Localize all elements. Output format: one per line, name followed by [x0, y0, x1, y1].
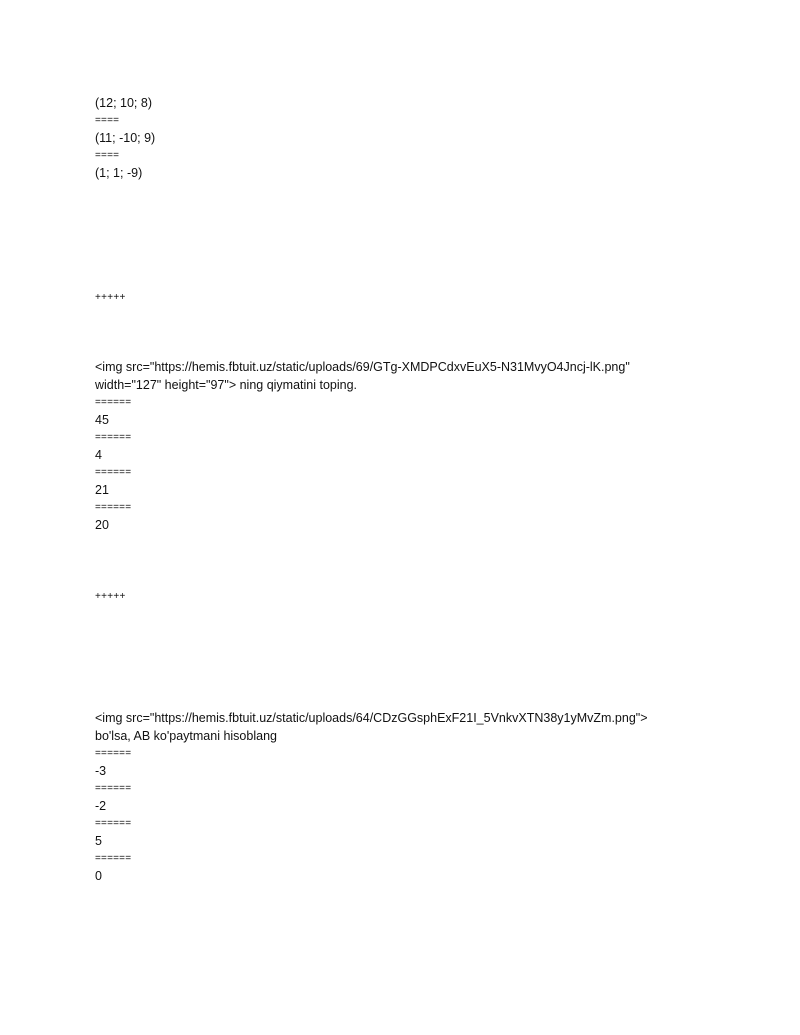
q3-answer-3: 5 [95, 834, 102, 848]
q3-separator-4: ====== [95, 853, 132, 864]
q2-separator-3: ====== [95, 467, 132, 478]
q2-prompt-line-2: width="127" height="97"> ning qiymatini toping. [95, 378, 358, 392]
q1-separator-1: ==== [95, 115, 120, 126]
q1-separator-2: ==== [95, 150, 120, 161]
question-divider-1: +++++ [95, 292, 126, 303]
q3-separator-2: ====== [95, 783, 132, 794]
q3-prompt-line-2: bo'lsa, AB ko'paytmani hisoblang [95, 729, 277, 743]
q2-answer-4: 20 [95, 518, 109, 532]
q1-answer-1: (12; 10; 8) [95, 96, 152, 110]
q3-answer-1: -3 [95, 764, 107, 778]
q2-answer-1: 45 [95, 413, 109, 427]
q1-answer-2: (11; -10; 9) [95, 131, 156, 145]
q2-answer-2: 4 [95, 448, 102, 462]
q3-answer-2: -2 [95, 799, 107, 813]
q2-answer-3: 21 [95, 483, 109, 497]
q3-separator-1: ====== [95, 748, 132, 759]
q1-answer-3: (1; 1; -9) [95, 166, 143, 180]
q3-answer-4: 0 [95, 869, 102, 883]
q3-separator-3: ====== [95, 818, 132, 829]
q2-separator-4: ====== [95, 502, 132, 513]
q2-separator-2: ====== [95, 432, 132, 443]
q3-prompt-line-1: <img src="https://hemis.fbtuit.uz/static/uploads/64/CDzGGsphExF21I_5VnkvXTN38y1yMvZm.png"> [95, 711, 648, 725]
question-divider-2: +++++ [95, 591, 126, 602]
q2-separator-1: ====== [95, 397, 132, 408]
q2-prompt-line-1: <img src="https://hemis.fbtuit.uz/static/uploads/69/GTg-XMDPCdxvEuX5-N31MvyO4Jncj-lK.png" [95, 360, 630, 374]
